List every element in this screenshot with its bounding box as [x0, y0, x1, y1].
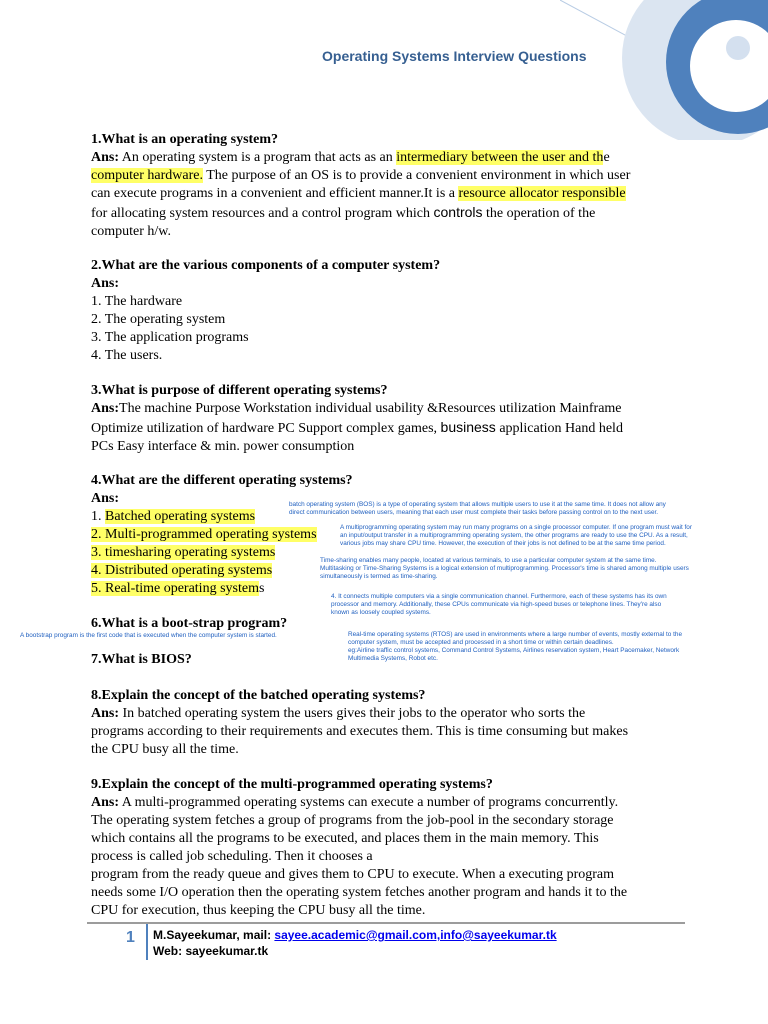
q3-line2-b: application Hand held: [495, 421, 623, 436]
q8-ans-label: Ans:: [91, 706, 120, 721]
q3-question: 3.What is purpose of different operating systems?: [91, 383, 388, 398]
q1-line4-controls: controls: [433, 204, 483, 220]
q1-highlight-intermediary: intermediary between the user and th: [396, 150, 604, 165]
q2-block: [91, 257, 440, 365]
note-line: Multitasking or Time-Sharing Systems is a logical extension of multiprogramming. Processor's time is shared among multiple users: [320, 565, 689, 572]
q9-line: needs some I/O operation then the operating system fetches another program and hands it to the: [91, 885, 628, 900]
q4-item5-tail: s: [258, 581, 265, 596]
q8-line: programs according to their requirements and executes them. This is time consuming but makes: [91, 724, 629, 739]
q1-line5: computer h/w.: [91, 224, 171, 239]
q2-item: 4. The users.: [91, 348, 163, 363]
footer-divider: [87, 922, 685, 924]
q9-line: A multi-programmed operating systems can execute a number of programs concurrently.: [119, 795, 619, 810]
q3-line2-a: Optimize utilization of hardware PC Support complex games,: [91, 421, 441, 436]
footer-vertical-divider: [146, 924, 148, 960]
q4-item-realtime: 5. Real-time operating system: [91, 581, 259, 596]
q1-line3: can execute programs in a convenient and efficient manner.It is a: [91, 186, 459, 201]
note-multiprogramming: [340, 524, 692, 548]
q4-item-timesharing: 3. timesharing operating systems: [91, 545, 276, 560]
q8-line: In batched operating system the users gives their jobs to the operator who sorts the: [119, 706, 586, 721]
footer-web: Web: sayeekumar.tk: [153, 944, 269, 958]
q9-question: 9.Explain the concept of the multi-programmed operating systems?: [91, 777, 493, 792]
q4-item-multiprogrammed: 2. Multi-programmed operating systems: [91, 527, 317, 542]
note-line: Time-sharing enables many people, located at various terminals, to use a particular computer system at the same time.: [320, 557, 657, 564]
note-distributed: [331, 593, 667, 617]
q3-line2-business: business: [440, 419, 496, 435]
q7-question: 7.What is BIOS?: [91, 652, 192, 667]
q9-line: CPU for execution, thus keeping the CPU busy all the time.: [91, 903, 426, 918]
q1-line4-a: for allocating system resources and a control program which: [91, 206, 434, 221]
q2-item: 2. The operating system: [91, 312, 226, 327]
q9-line: process is called job scheduling. Then it chooses a: [91, 849, 373, 864]
note-realtime: [348, 631, 682, 663]
q1-line2-b: The purpose of an OS is to provide a convenient environment in which user: [202, 168, 631, 183]
note-line: computer system, must be accepted and processed in a short time or within certain deadlines.: [348, 639, 614, 646]
q6-question: 6.What is a boot-strap program?: [91, 616, 288, 631]
note-line: known as loosely coupled systems.: [331, 609, 431, 616]
header-decoration: [560, 0, 768, 140]
note-line: various jobs may share CPU time. However, the execution of their jobs is not defined to be at the same time period.: [340, 540, 666, 547]
q1-line1-a: An operating system is a program that acts as an: [119, 150, 397, 165]
q1-highlight-hardware: computer hardware.: [91, 168, 203, 183]
note-line: an input/output transfer in a multiprogramming operating system, the other programs are ready to use the CPU. As a result,: [340, 532, 688, 539]
footer-author: M.Sayeekumar, mail:: [153, 928, 275, 942]
q1-highlight-resource: resource allocator responsible: [458, 186, 626, 201]
q4-ans-label: Ans:: [91, 491, 120, 506]
q9-block: [91, 776, 627, 920]
note-batch: [289, 501, 666, 517]
q1-ans-label: Ans:: [91, 150, 120, 165]
q3-line1: The machine Purpose Workstation individual usability &Resources utilization Mainframe: [119, 401, 622, 416]
q1-question: 1.What is an operating system?: [91, 132, 279, 147]
note-line: Multimedia Systems, Robot etc.: [348, 655, 438, 662]
q1-line1-b: e: [603, 150, 610, 165]
document-header-title: Operating Systems Interview Questions: [322, 48, 587, 64]
note-line: 4. It connects multiple computers via a single communication channel. Furthermore, each of these systems has its own: [331, 593, 667, 600]
footer-email-link[interactable]: sayee.academic@gmail.com,info@sayeekumar.tk: [274, 928, 557, 942]
q3-ans-label: Ans:: [91, 401, 120, 416]
note-bootstrap: A bootstrap program is the first code that is executed when the computer system is started.: [20, 632, 277, 639]
q8-block: [91, 687, 628, 759]
q2-ans-label: Ans:: [91, 276, 120, 291]
q2-item: 3. The application programs: [91, 330, 249, 345]
note-line: processor and memory. Additionally, these CPUs communicate via high-speed buses or telephone lines. They're also: [331, 601, 662, 608]
q3-line3: PCs Easy interface & min. power consumption: [91, 439, 355, 454]
note-line: simultaneously is termed as time-sharing.: [320, 573, 438, 580]
note-line: A multiprogramming operating system may run many programs on a single processor computer. If one program must wait for: [340, 524, 692, 531]
q8-line: the CPU busy all the time.: [91, 742, 239, 757]
q9-line: program from the ready queue and gives them to CPU to execute. When a executing program: [91, 867, 615, 882]
q2-item: 1. The hardware: [91, 294, 183, 309]
note-line: Real-time operating systems (RTOS) are used in environments where a large number of events, mostly external to the: [348, 631, 683, 638]
q4-item1-num: 1.: [91, 509, 105, 524]
q9-line: which contains all the programs to be executed, and places them in the main memory. This: [91, 831, 599, 846]
note-line: eg:Airline traffic control systems, Command Control Systems, Airlines reservation system, Heart Pacemaker, Network: [348, 647, 680, 654]
footer-info: [153, 927, 557, 959]
q1-block: [91, 131, 630, 241]
q4-question: 4.What are the different operating systems?: [91, 473, 353, 488]
note-line: direct communication between users, meaning that each user must complete their tasks before passing control on to the next user.: [289, 509, 659, 516]
q9-line: The operating system fetches a group of programs from the job-pool in the secondary storage: [91, 813, 614, 828]
q9-ans-label: Ans:: [91, 795, 120, 810]
q2-question: 2.What are the various components of a computer system?: [91, 258, 441, 273]
q4-item-batched: Batched operating systems: [105, 509, 256, 524]
q4-item-distributed: 4. Distributed operating systems: [91, 563, 273, 578]
page-number: 1: [126, 929, 135, 946]
q1-line4-b: the operation of the: [482, 206, 596, 221]
q8-question: 8.Explain the concept of the batched operating systems?: [91, 688, 426, 703]
q3-block: [91, 382, 623, 456]
q4-block: [91, 472, 353, 598]
note-timesharing: [320, 557, 689, 581]
note-line: batch operating system (BOS) is a type of operating system that allows multiple users to use it at the same time. It does not allow any: [289, 501, 666, 508]
